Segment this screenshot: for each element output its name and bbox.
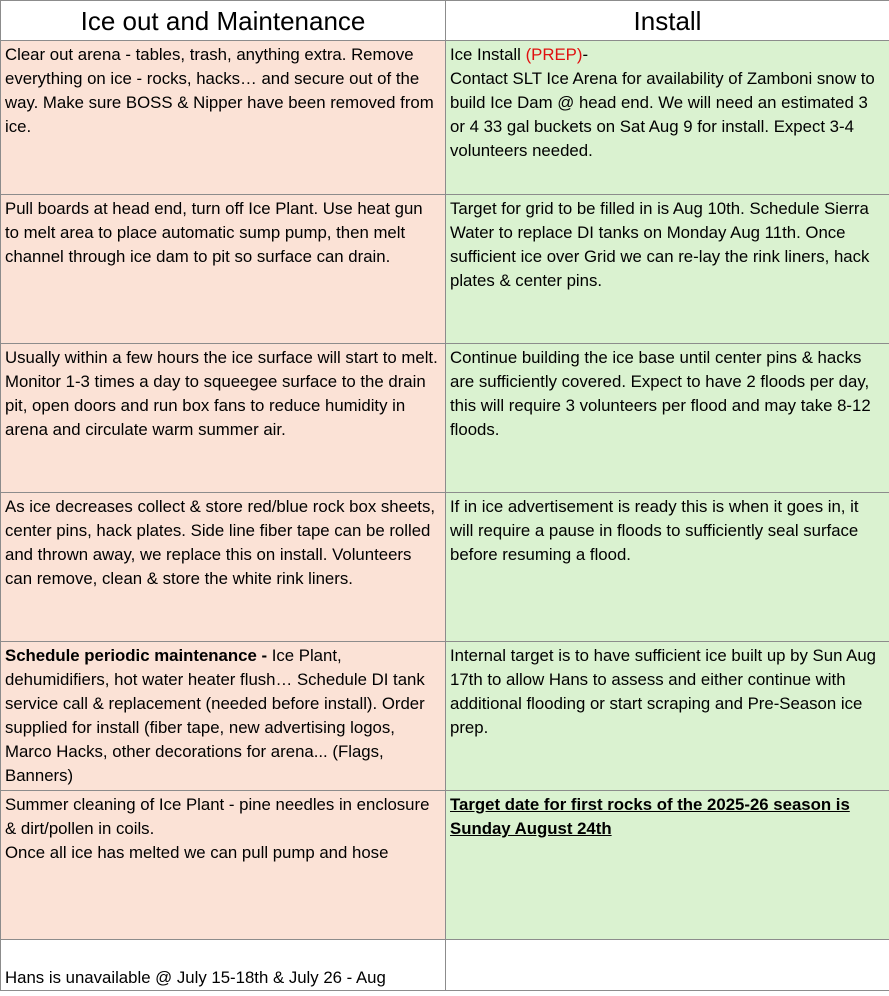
table-row <box>1 344 889 493</box>
table-row <box>1 642 889 791</box>
cell-maintenance-7[interactable] <box>1 940 446 991</box>
periodic-maintenance-label: Schedule periodic maintenance - <box>5 646 268 665</box>
install-1-rest: - Contact SLT Ice Arena for availability of Zamboni snow to build Ice Dam @ head end. We will need an estimated 3 or 4 33 gal buckets on Sat Aug 9 for install. Expect 3-4 volunteers needed. <box>450 45 875 160</box>
cell-install-3[interactable]: Continue building the ice base until center pins & hacks are sufficiently covered. Expect to have 2 floods per day, this will require 3 volunteers per flood and may take 8-12 floods. <box>446 344 889 493</box>
maintenance-5-rest: Ice Plant, dehumidifiers, hot water heater flush… Schedule DI tank service call & replacement (needed before install). Order supplied for install (fiber tape, new advertising logos, Marco Hacks, other decorations for arena... (Flags, Banners) <box>5 646 425 785</box>
table-row <box>1 940 889 991</box>
cell-install-2[interactable]: Target for grid to be filled in is Aug 10th. Schedule Sierra Water to replace DI tanks on Monday Aug 11th. Once sufficient ice over Grid we can re-lay the rink liners, hack plates & center pins. <box>446 195 889 344</box>
table-row <box>1 41 889 195</box>
header-ice-out-maintenance[interactable]: Ice out and Maintenance <box>1 1 446 41</box>
cell-install-5[interactable]: Internal target is to have sufficient ice built up by Sun Aug 17th to allow Hans to assess and either continue with additional flooding or start scraping and Pre-Season ice prep. <box>446 642 889 791</box>
cell-maintenance-5[interactable] <box>1 642 446 791</box>
table-row <box>1 791 889 940</box>
cell-maintenance-4[interactable]: As ice decreases collect & store red/blue rock box sheets, center pins, hack plates. Side line fiber tape can be rolled and thrown away, we replace this on install. Volunteers can remove, clean & store the white rink liners. <box>1 493 446 642</box>
cell-install-4[interactable]: If in ice advertisement is ready this is when it goes in, it will require a pause in floods to sufficiently seal surface before resuming a flood. <box>446 493 889 642</box>
prep-label: (PREP) <box>525 45 583 64</box>
cell-install-1[interactable] <box>446 41 889 195</box>
cell-maintenance-3[interactable]: Usually within a few hours the ice surface will start to melt. Monitor 1-3 times a day to squeegee surface to the drain pit, open doors and run box fans to reduce humidity in arena and circulate warm summer air. <box>1 344 446 493</box>
header-install[interactable]: Install <box>446 1 889 41</box>
cell-install-6[interactable] <box>446 791 889 940</box>
table-row <box>1 195 889 344</box>
cell-maintenance-1[interactable]: Clear out arena - tables, trash, anything extra. Remove everything on ice - rocks, hacks… and secure out of the way. Make sure BOSS & Nipper have been removed from ice. <box>1 41 446 195</box>
cell-install-7[interactable] <box>446 940 889 991</box>
hans-unavailable-note: Hans is unavailable @ July 15-18th & July 26 - Aug <box>5 968 386 987</box>
cell-maintenance-2[interactable]: Pull boards at head end, turn off Ice Plant. Use heat gun to melt area to place automatic sump pump, then melt channel through ice dam to pit so surface can drain. <box>1 195 446 344</box>
cell-maintenance-6[interactable]: Summer cleaning of Ice Plant - pine needles in enclosure & dirt/pollen in coils. Once all ice has melted we can pull pump and hose <box>1 791 446 940</box>
header-row <box>1 1 889 41</box>
install-1-prefix: Ice Install <box>450 45 526 64</box>
table-row <box>1 493 889 642</box>
first-rocks-target: Target date for first rocks of the 2025-26 season is Sunday August 24th <box>450 795 850 838</box>
